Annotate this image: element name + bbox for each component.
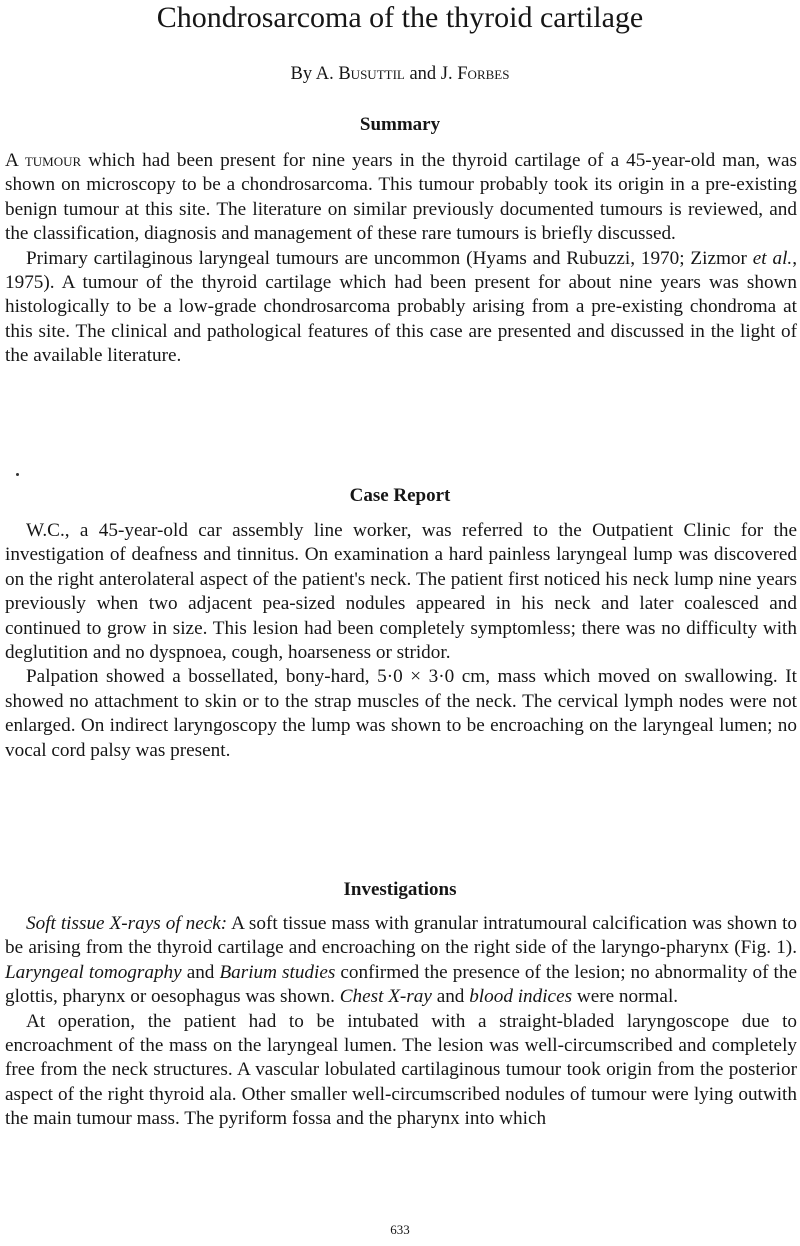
inv-blood-indices: blood indices — [469, 986, 573, 1008]
intro-paragraph — [5, 247, 797, 369]
investigations-paragraph-2: At operation, the patient had to be intubated with a straight-bladed laryngoscope due to encroachment of the mass on the laryngeal lumen. The lesion was well-circumscribed and completely free from the neck structures. A vascular lobulated cartilaginous tumour took origin from the posterior aspect of the right thyroid ala. Other smaller well-circumscribed nodules of tumour were lying outwith the main tumour mass. The pyriform fossa and the pharynx into which — [5, 1010, 797, 1130]
summary-paragraph — [5, 149, 797, 247]
inv-tomography: Laryngeal tomography — [5, 961, 182, 983]
author-forbes: Forbes — [457, 64, 510, 84]
inv-text-4: and — [431, 986, 470, 1008]
summary-lead: A tumour — [5, 150, 82, 171]
intro-text: Primary cartilaginous laryngeal tumours are uncommon (Hyams and Rubuzzi, 1970; Zizmor — [26, 247, 753, 269]
inv-text-5: were normal. — [572, 986, 679, 1008]
inv-soft-tissue: Soft tissue X-rays of neck: — [26, 913, 228, 934]
author-busuttil: Busuttil — [338, 64, 405, 84]
investigations-paragraph-1 — [5, 912, 797, 1010]
inv-text-3: confirmed the presence of the lesion; no abnormality of the glottis, pharynx or oesophagus was shown. — [5, 961, 797, 1008]
case-report-block — [5, 519, 797, 763]
inv-barium: Barium studies — [219, 961, 336, 983]
case-report-paragraph-1: W.C., a 45-year-old car assembly line worker, was referred to the Outpatient Clinic for the investigation of deafness and tinnitus. On examination a hard painless laryngeal lump was discovered on the right anterolateral aspect of the patient's neck. The patient first noticed his neck lump nine years previously when two adjacent pea-sized nodules appeared in his neck and later coalesced and continued to grow in size. This lesion had been completely symptomless; there was no difficulty with deglutition and no dyspnoea, cough, hoarseness or stridor. — [5, 520, 797, 664]
case-report-paragraph-2: Palpation showed a bossellated, bony-hard, 5·0 × 3·0 cm, mass which moved on swallowing. It showed no attachment to skin or to the strap muscles of the neck. The cervical lymph nodes were not enlarged. On indirect laryngoscopy the lump was shown to be encroaching on the laryngeal lumen; no vocal cord palsy was present. — [5, 666, 797, 761]
inv-chest-xray: Chest X-ray — [339, 986, 432, 1008]
case-report-heading: Case Report — [349, 485, 451, 506]
inv-text-2: and — [181, 961, 220, 983]
summary-heading: Summary — [359, 114, 441, 135]
investigations-heading: Investigations — [343, 879, 457, 900]
summary-text: which had been present for nine years in the thyroid cartilage of a 45-year-old man, was shown on microscopy to be a chondrosarcoma. This tumour probably took its origin in a pre-existing benign tumour at this site. The literature on similar previously documented tumours is reviewed, and the classification, diagnosis and management of these rare tumours is briefly discussed. — [5, 150, 797, 245]
margin-dot — [16, 473, 19, 476]
inv-text-1: A soft tissue mass with granular intratumoural calcification was shown to be arising from the thyroid cartilage and encroaching on the right side of the laryngo-pharynx (Fig. 1). — [5, 913, 797, 959]
author-and: and J. — [409, 64, 453, 84]
author-by: By A. — [290, 64, 334, 84]
author-line — [0, 62, 800, 86]
article-title: Chondrosarcoma of the thyroid cartilage — [156, 1, 644, 34]
intro-text-2: , 1975). A tumour of the thyroid cartilage which had been present for about nine years was shown histologically to be a low-grade chondrosarcoma probably arising from a pre-existing chondroma at this site. The clinical and pathological features of this case are presented and discussed in the light of the available literature. — [5, 247, 797, 367]
summary-block — [5, 149, 797, 369]
page-number: 633 — [390, 1222, 410, 1237]
intro-etal: et al. — [752, 247, 793, 269]
investigations-block — [5, 912, 797, 1132]
